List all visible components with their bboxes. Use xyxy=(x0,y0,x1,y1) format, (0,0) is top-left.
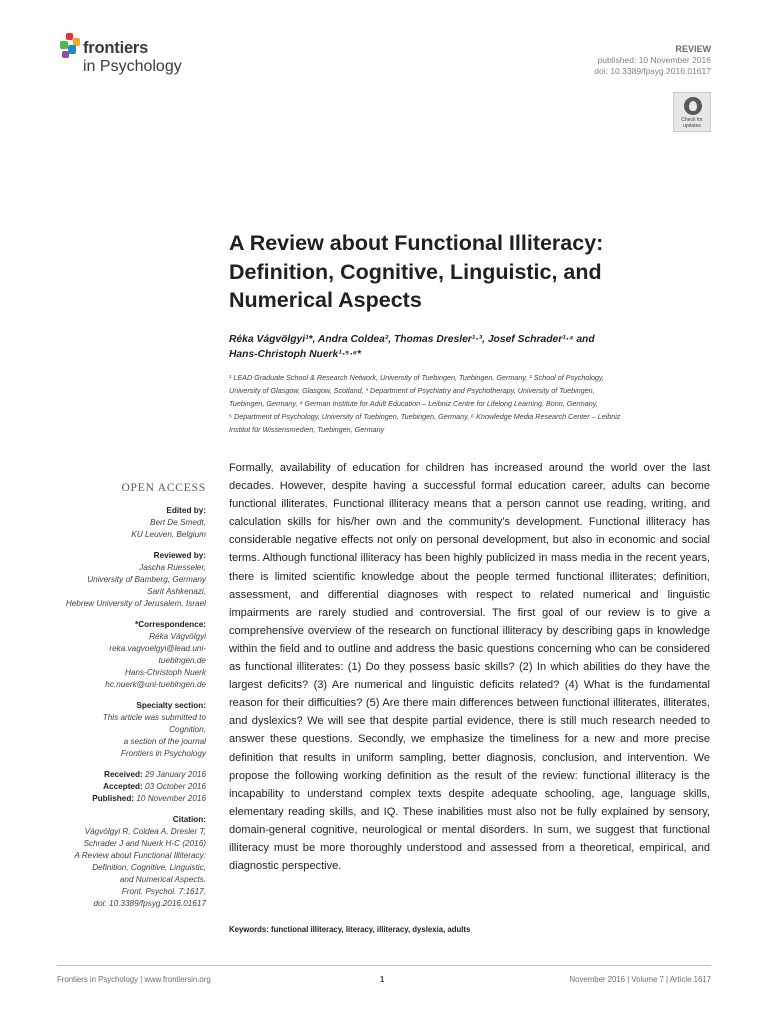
check-for-updates-badge[interactable] xyxy=(673,92,711,132)
published-date: published: 10 November 2016 xyxy=(597,55,711,65)
specialty-line: Frontiers in Psychology xyxy=(120,749,206,758)
article-type: REVIEW xyxy=(675,44,711,54)
author-list xyxy=(229,332,709,362)
citation-line: Schrader J and Nuerk H-C (2016) xyxy=(83,839,206,848)
badge-line-1: Check for xyxy=(681,117,703,123)
article-sidebar xyxy=(40,482,206,919)
reviewed-by-section xyxy=(40,550,206,610)
article-meta xyxy=(594,44,711,77)
correspondence-section xyxy=(40,619,206,691)
section-heading: Reviewed by: xyxy=(153,551,206,560)
footer-issue-info: November 2016 | Volume 7 | Article 1617 xyxy=(569,975,711,984)
correspondence-email[interactable]: reka.vagvoelgyi@lead.uni- xyxy=(109,644,206,653)
affiliation-line: ¹ LEAD Graduate School & Research Network, University of Tuebingen, Tuebingen, Germany, ² School of Psychology, xyxy=(229,373,604,382)
accepted-label: Accepted: xyxy=(103,782,143,791)
editor-line: Bert De Smedt, xyxy=(150,518,206,527)
citation-doi[interactable]: doi: 10.3389/fpsyg.2016.01617 xyxy=(93,899,206,908)
received-label: Received: xyxy=(104,770,143,779)
citation-line: Front. Psychol. 7:1617. xyxy=(121,887,206,896)
correspondence-line: Réka Vágvölgyi xyxy=(149,632,206,641)
open-access-label: OPEN ACCESS xyxy=(121,482,206,494)
affiliation-line: University of Glasgow, Glasgow, Scotland, ³ Department of Psychiatry and Psychotherapy, University of Tuebingen, xyxy=(229,386,595,395)
specialty-line: Cognition, xyxy=(169,725,206,734)
specialty-section xyxy=(40,700,206,760)
edited-by-section xyxy=(40,505,206,541)
correspondence-email[interactable]: hc.nuerk@uni-tuebingen.de xyxy=(105,680,206,689)
section-heading: *Correspondence: xyxy=(135,620,206,629)
published-value: 10 November 2016 xyxy=(136,794,206,803)
author-line[interactable]: Hans-Christoph Nuerk¹·⁵·⁶* xyxy=(229,349,361,360)
affiliation-line: ⁵ Department of Psychology, University of Tuebingen, Tuebingen, Germany, ⁶ Knowledge Media Research Center – Leibniz xyxy=(229,412,621,421)
title-line: Definition, Cognitive, Linguistic, and xyxy=(229,259,602,284)
citation-line: Definition, Cognitive, Linguistic, xyxy=(92,863,206,872)
correspondence-email[interactable]: tuebingen.de xyxy=(158,656,206,665)
citation-line: Vágvölgyi R, Coldea A, Dresler T, xyxy=(84,827,206,836)
title-line: A Review about Functional Illiteracy: xyxy=(229,231,604,255)
editor-line: KU Leuven, Belgium xyxy=(131,530,206,539)
dates-section xyxy=(40,769,206,805)
reviewer-line: Sarit Ashkenazi, xyxy=(147,587,206,596)
reviewer-line: Hebrew University of Jerusalem, Israel xyxy=(65,599,206,608)
citation-section xyxy=(40,814,206,910)
accepted-value: 03 October 2016 xyxy=(145,782,206,791)
keywords: Keywords: functional illiteracy, literacy, illiteracy, dyslexia, adults xyxy=(229,925,471,934)
received-value: 29 January 2016 xyxy=(145,770,206,779)
section-heading: Citation: xyxy=(172,815,206,824)
received-date xyxy=(40,769,206,781)
bookmark-icon xyxy=(684,97,702,115)
correspondence-line: Hans-Christoph Nuerk xyxy=(125,668,206,677)
article-title xyxy=(229,229,719,315)
reviewer-line: Jascha Ruesseler, xyxy=(139,563,206,572)
author-line[interactable]: Réka Vágvölgyi¹*, Andra Coldea², Thomas Dresler¹·³, Josef Schrader¹·⁴ and xyxy=(229,334,595,345)
affiliations xyxy=(229,371,709,436)
title-line: Numerical Aspects xyxy=(229,288,422,312)
abstract-text: Formally, availability of education for children has increased around the world over the last decades. However, despite having a successful formal education career, adults can become functional illiterates. Functional illiteracy means that a person cannot use reading, writing, and calculation skills for his/her own and the community’s development. Functional illiteracy has considerable negative effects not only on personal development, but also in economic and social terms. Although functional illiteracy has been highly publicized in mass media in the recent years, there is limited scientific knowledge about the people termed functional illiterates; definition, assessment, and differential diagnoses with respect to related numerical and linguistic impairments are rarely studied and controversial. The first goal of our review is to give a comprehensive overview of the research on functional illiteracy by describing gaps in knowledge within the field and to outline and address the basic questions concerning who can be considered as functional illiterates: (1) Do they possess basic skills? (2) In which abilities do they have the largest deficits? (3) Are numerical and linguistic deficits related? (4) What is the fundamental reason for their difficulties? (5) Are there main differences between functional illiterates, illiterates, and dyslexics? We will see that despite partial evidence, there is still much research needed to answer these questions. Secondly, we emphasize the timeliness for a new and more precise definition that results in uniform sampling, better diagnosis, conclusion, and intervention. We propose the following working definition as the result of the review: functional illiteracy is the incapability to understand complex texts despite adequate schooling, age, language skills, elementary reading skills, and IQ. These inabilities must also not be fully explained by sensory, domain-general cognitive, neurological or mental disorders. In sum, we suggest that functional illiteracy must be more thoroughly understood and assessed from a theoretical, empirical, and diagnostic perspective. xyxy=(229,462,710,873)
affiliation-line: Tuebingen, Germany, ⁴ German Institute for Adult Education – Leibniz Centre for Lifelong Learning, Bonn, Germany, xyxy=(229,399,598,408)
footer-journal-link[interactable]: Frontiers in Psychology | www.frontiersin.org xyxy=(57,975,211,984)
citation-line: A Review about Functional Illiteracy: xyxy=(74,851,206,860)
specialty-line: This article was submitted to xyxy=(102,713,206,722)
specialty-line: a section of the journal xyxy=(123,737,206,746)
doi-link[interactable]: doi: 10.3389/fpsyg.2016.01617 xyxy=(594,66,711,76)
frontiers-logo-icon xyxy=(57,33,81,59)
published-label: Published: xyxy=(92,794,135,803)
affiliation-line: Institut für Wissensmedien, Tuebingen, Germany xyxy=(229,425,385,434)
section-heading: Edited by: xyxy=(166,506,206,515)
badge-line-2: updates xyxy=(683,123,701,129)
accepted-date xyxy=(40,781,206,793)
logo-frontiers-text: frontiers xyxy=(83,39,149,57)
logo-journal-name: in Psychology xyxy=(83,58,182,75)
citation-line: and Numerical Aspects. xyxy=(119,875,206,884)
published-date-sidebar xyxy=(40,793,206,805)
section-heading: Specialty section: xyxy=(136,701,206,710)
page-number: 1 xyxy=(380,975,385,984)
reviewer-line: University of Bamberg, Germany xyxy=(87,575,206,584)
footer-divider xyxy=(57,965,711,966)
